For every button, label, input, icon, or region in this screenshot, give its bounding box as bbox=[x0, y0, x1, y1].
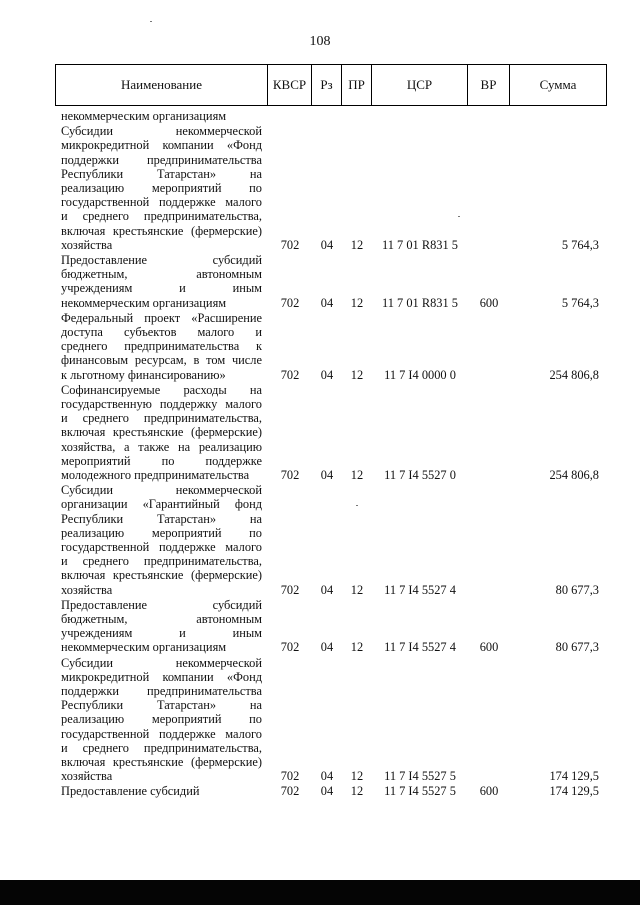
header-name: Наименование bbox=[56, 65, 268, 106]
row-name-line: молодежного предпринимательства bbox=[61, 468, 250, 483]
row-name-line: реализацию мероприятий по bbox=[61, 181, 262, 195]
row-name-line: среднего предпринимательства к bbox=[61, 339, 262, 354]
row-name-line: Предоставление субсидий bbox=[61, 784, 200, 799]
row-name-line: реализацию мероприятий по bbox=[61, 525, 262, 540]
row-kvsr: 702 bbox=[280, 467, 300, 482]
row-sum: 80 677,3 bbox=[555, 582, 599, 597]
table-row bbox=[0, 383, 640, 482]
row-csr: 11 7 I4 0000 0 bbox=[384, 367, 456, 382]
table-row bbox=[0, 253, 640, 310]
row-name-line: Софинансируемые расходы на bbox=[61, 382, 262, 397]
row-name-line: некоммерческим организациям bbox=[61, 295, 227, 310]
row-name-line: включая крестьянские (фермерские) bbox=[61, 425, 262, 440]
row-rz: 04 bbox=[320, 237, 334, 252]
row-name-line: организации «Гарантийный фонд bbox=[61, 497, 262, 512]
row-rz: 04 bbox=[320, 784, 334, 799]
row-pr: 12 bbox=[350, 582, 364, 597]
row-name-line: Республики Татарстан» на bbox=[61, 511, 262, 526]
row-name-line: бюджетным, автономным bbox=[61, 612, 262, 626]
row-name-line: некоммерческим организациям bbox=[61, 640, 227, 655]
row-sum: 254 806,8 bbox=[549, 367, 599, 382]
header-kvsr: КВСР bbox=[268, 65, 312, 106]
scan-speck bbox=[458, 216, 460, 217]
row-name bbox=[61, 383, 262, 482]
row-vr: 600 bbox=[479, 295, 499, 310]
row-name-line: государственной поддержке малого bbox=[61, 726, 262, 741]
row-pr: 12 bbox=[350, 367, 364, 382]
row-name bbox=[61, 109, 262, 123]
row-csr: 11 7 I4 5527 5 bbox=[384, 784, 456, 799]
row-sum: 5 764,3 bbox=[561, 237, 599, 252]
row-name bbox=[61, 483, 262, 597]
row-name-line: Субсидии некоммерческой bbox=[61, 655, 262, 670]
row-pr: 12 bbox=[350, 640, 364, 655]
row-csr: 11 7 I4 5527 4 bbox=[384, 640, 456, 655]
row-name-line: учреждениям и иным bbox=[61, 626, 262, 641]
row-name bbox=[61, 124, 262, 252]
row-kvsr: 702 bbox=[280, 367, 300, 382]
table-body bbox=[0, 106, 640, 846]
table-row bbox=[0, 109, 640, 123]
row-rz: 04 bbox=[320, 467, 334, 482]
row-name-line: бюджетным, автономным bbox=[61, 267, 262, 282]
row-name-line: включая крестьянские (фермерские) bbox=[61, 568, 262, 583]
row-name-line: хозяйства bbox=[61, 769, 113, 784]
row-vr: 600 bbox=[479, 784, 499, 799]
row-name-line: и среднего предпринимательства, bbox=[61, 209, 262, 224]
row-pr: 12 bbox=[350, 237, 364, 252]
row-name-line: к льготному финансированию» bbox=[61, 367, 226, 382]
row-name-line: реализацию мероприятий по bbox=[61, 712, 262, 727]
row-csr: 11 7 I4 5527 5 bbox=[384, 769, 456, 784]
row-name-line: мероприятий по поддержке bbox=[61, 453, 262, 468]
row-name-line: микрокредитной компании «Фонд bbox=[61, 138, 262, 153]
row-kvsr: 702 bbox=[280, 582, 300, 597]
row-name bbox=[61, 656, 262, 784]
row-name-line: и среднего предпринимательства, bbox=[61, 411, 262, 426]
row-name-line: и среднего предпринимательства, bbox=[61, 740, 262, 755]
row-rz: 04 bbox=[320, 295, 334, 310]
row-csr: 11 7 I4 5527 0 bbox=[384, 467, 456, 482]
row-sum: 5 764,3 bbox=[561, 295, 599, 310]
page-number: 108 bbox=[309, 34, 331, 49]
row-vr: 600 bbox=[479, 640, 499, 655]
row-name-line: хозяйства bbox=[61, 582, 113, 597]
header-sum: Сумма bbox=[510, 65, 607, 106]
row-name-line: Предоставление субсидий bbox=[61, 597, 262, 612]
row-kvsr: 702 bbox=[280, 237, 300, 252]
table-header bbox=[55, 64, 607, 106]
row-rz: 04 bbox=[320, 640, 334, 655]
row-rz: 04 bbox=[320, 769, 334, 784]
row-csr: 11 7 01 R831 5 bbox=[382, 295, 458, 310]
table-row bbox=[0, 311, 640, 382]
row-name-line: поддержки предпринимательства bbox=[61, 684, 262, 698]
row-name-line: Федеральный проект «Расширение bbox=[61, 310, 262, 325]
row-kvsr: 702 bbox=[280, 784, 300, 799]
row-name-line: Субсидии некоммерческой bbox=[61, 483, 262, 498]
scan-bottom-border bbox=[0, 880, 640, 905]
row-rz: 04 bbox=[320, 367, 334, 382]
row-pr: 12 bbox=[350, 769, 364, 784]
row-name-line: хозяйства bbox=[61, 237, 113, 252]
row-pr: 12 bbox=[350, 467, 364, 482]
row-kvsr: 702 bbox=[280, 295, 300, 310]
row-rz: 04 bbox=[320, 582, 334, 597]
row-name-line: государственной поддержке малого bbox=[61, 540, 262, 554]
table-row bbox=[0, 784, 640, 798]
row-csr: 11 7 I4 5527 4 bbox=[384, 582, 456, 597]
row-name-line: финансовым ресурсам, в том числе bbox=[61, 353, 262, 368]
row-name-line: хозяйства, а также на реализацию bbox=[61, 439, 262, 454]
header-pr: ПР bbox=[342, 65, 372, 106]
row-kvsr: 702 bbox=[280, 640, 300, 655]
row-name-line: Республики Татарстан» на bbox=[61, 166, 262, 181]
row-sum: 254 806,8 bbox=[549, 467, 599, 482]
table-row bbox=[0, 124, 640, 252]
row-sum: 174 129,5 bbox=[549, 784, 599, 799]
row-kvsr: 702 bbox=[280, 769, 300, 784]
row-sum: 174 129,5 bbox=[549, 769, 599, 784]
row-name bbox=[61, 598, 262, 655]
row-name bbox=[61, 784, 262, 798]
scan-speck bbox=[150, 21, 152, 22]
row-name-line: некоммерческим организациям bbox=[61, 109, 227, 123]
row-sum: 80 677,3 bbox=[555, 640, 599, 655]
row-name-line: поддержки предпринимательства bbox=[61, 152, 262, 167]
table-row bbox=[0, 598, 640, 655]
row-name-line: микрокредитной компании «Фонд bbox=[61, 669, 262, 684]
row-name-line: учреждениям и иным bbox=[61, 281, 262, 296]
scan-speck bbox=[356, 505, 358, 506]
row-name bbox=[61, 311, 262, 382]
row-name-line: государственную поддержку малого bbox=[61, 397, 262, 411]
row-name-line: Предоставление субсидий bbox=[61, 253, 262, 267]
row-pr: 12 bbox=[350, 784, 364, 799]
header-rz: Рз bbox=[312, 65, 342, 106]
row-name-line: включая крестьянские (фермерские) bbox=[61, 755, 262, 770]
table-row bbox=[0, 483, 640, 597]
header-vr: ВР bbox=[468, 65, 510, 106]
row-name bbox=[61, 253, 262, 310]
table-row bbox=[0, 656, 640, 784]
row-name-line: государственной поддержке малого bbox=[61, 195, 262, 210]
row-name-line: Субсидии некоммерческой bbox=[61, 124, 262, 139]
row-name-line: и среднего предпринимательства, bbox=[61, 554, 262, 569]
row-csr: 11 7 01 R831 5 bbox=[382, 237, 458, 252]
header-csr: ЦСР bbox=[372, 65, 468, 106]
row-name-line: включая крестьянские (фермерские) bbox=[61, 223, 262, 238]
row-name-line: доступа субъектов малого и bbox=[61, 325, 262, 339]
row-name-line: Республики Татарстан» на bbox=[61, 698, 262, 713]
row-pr: 12 bbox=[350, 295, 364, 310]
